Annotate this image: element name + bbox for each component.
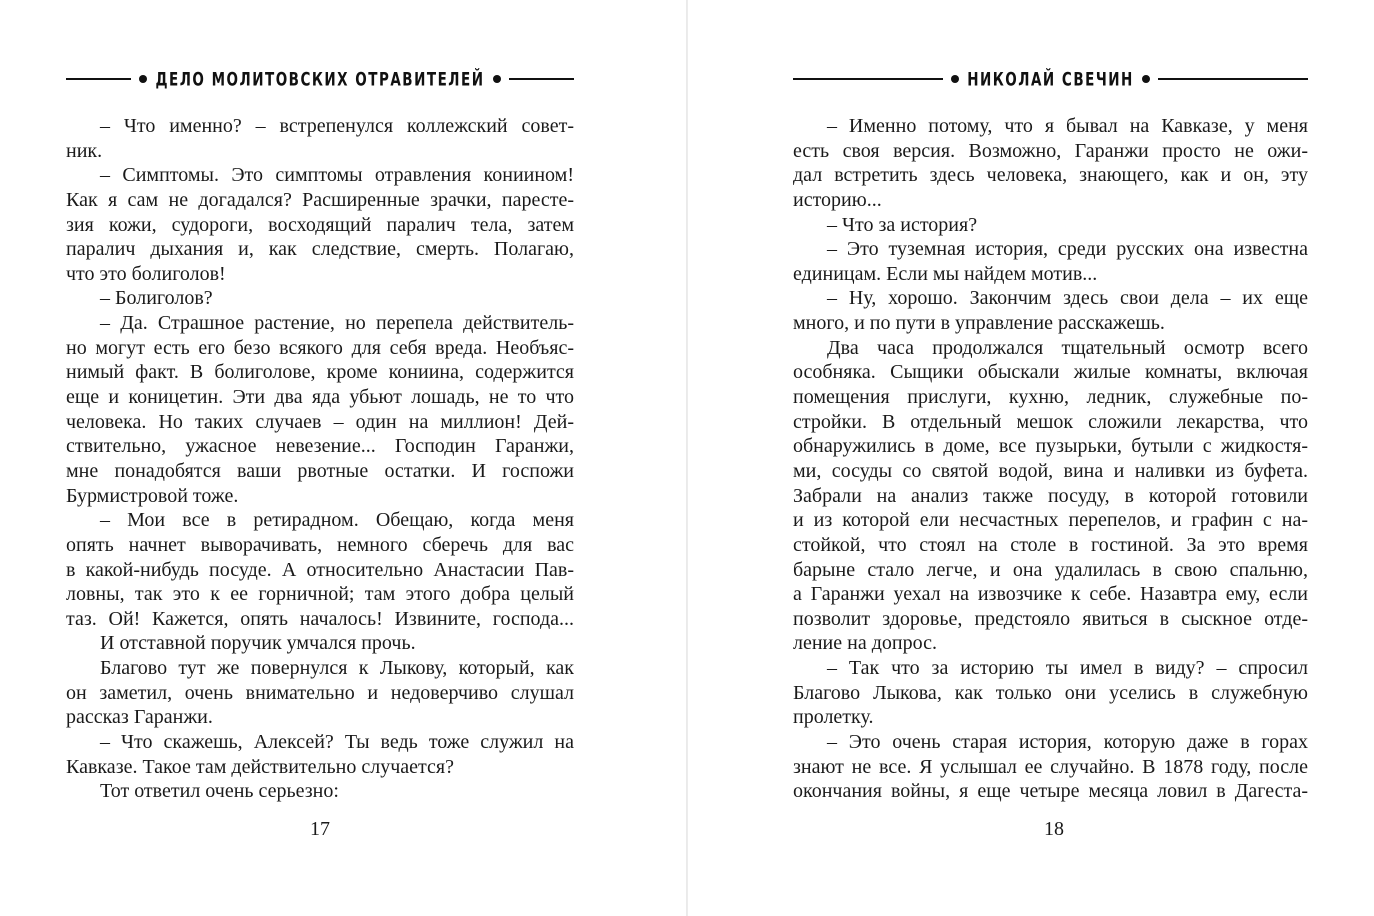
text-line: пролетку. <box>793 706 874 729</box>
text-line: ление на допрос. <box>793 632 937 655</box>
right-head-ornament-dot <box>1142 75 1150 83</box>
text-line: – Симптомы. Это симптомы отравления кониином! <box>100 164 574 187</box>
right-page <box>687 0 1374 916</box>
text-line: и из которой ели несчастных перепелов, и графин с на- <box>793 509 1308 532</box>
left-page-body-text <box>66 114 574 804</box>
right-head-ornament-dot <box>951 75 959 83</box>
left-head-ornament-dot <box>493 75 501 83</box>
text-line: мне понадобятся ваши рвотные остатки. И госпожи <box>66 459 574 482</box>
text-line: Как я сам не догадался? Расширенные зрачки, паресте- <box>66 188 574 211</box>
text-line: особняка. Сыщики обыскали жилые комнаты, включая <box>793 361 1308 384</box>
text-line: окончания войны, я еще четыре месяца ловил в Дагеста- <box>793 780 1308 803</box>
text-line: человека. Но таких случаев – один на миллион! Дей- <box>66 410 574 433</box>
text-line: еще и коницетин. Эти два яда убьют лошадь, не то что <box>66 386 574 409</box>
text-line: Тот ответил очень серьезно: <box>100 780 339 803</box>
text-line: Бурмистровой тоже. <box>66 484 239 507</box>
text-line: – Что скажешь, Алексей? Ты ведь тоже служил на <box>100 731 574 754</box>
text-line: паралич дыхания и, как следствие, смерть. Полагаю, <box>66 238 574 261</box>
text-line: таз. Ой! Кажется, опять началось! Извините, господа... <box>66 607 574 630</box>
left-running-head-title: ДЕЛО МОЛИТОВСКИХ ОТРАВИТЕЛЕЙ <box>155 67 485 91</box>
text-line: – Это туземная история, среди русских она известна <box>827 238 1308 261</box>
text-line: – Именно потому, что я бывал на Кавказе, у меня <box>827 115 1308 137</box>
left-head-rule-left <box>66 78 131 80</box>
left-page-number: 17 <box>310 818 330 840</box>
right-page-body-text <box>793 114 1308 804</box>
text-line: Благово Лыкова, как только они уселись в служебную <box>793 681 1308 704</box>
text-line: – Что именно? – встрепенулся коллежский совет- <box>100 115 574 137</box>
text-line: – Мои все в ретирадном. Обещаю, когда меня <box>100 509 574 532</box>
left-head-rule-right <box>509 78 574 80</box>
text-line: опять начнет выворачивать, немного сберечь для вас <box>66 533 574 556</box>
text-line: – Да. Страшное растение, но перепела действитель- <box>100 312 574 335</box>
text-line: ник. <box>66 139 103 162</box>
text-line: есть своя версия. Возможно, Гаранжи просто не ожи- <box>793 139 1308 162</box>
left-head-ornament-dot <box>139 75 147 83</box>
text-line: а Гаранжи уехал на извозчике к себе. Назавтра ему, если <box>793 583 1308 606</box>
text-line: обнаружились в доме, все пузырьки, бутыли с жидкостя- <box>793 435 1308 458</box>
right-head-rule-right <box>1158 78 1308 80</box>
text-line: он заметил, очень внимательно и недоверчиво слушал <box>66 681 574 704</box>
text-line: – Ну, хорошо. Закончим здесь свои дела – их еще <box>827 287 1308 310</box>
text-line: – Это очень старая история, которую даже в горах <box>827 731 1308 754</box>
right-running-head-title: НИКОЛАЙ СВЕЧИН <box>967 67 1134 91</box>
text-line: позволит здоровье, предстояло явиться в сыскное отде- <box>793 607 1308 630</box>
text-line: стойкой, что стоял на столе в гостиной. За это время <box>793 533 1308 556</box>
text-line: помещения прислуги, кухню, ледник, служебные по- <box>793 386 1308 409</box>
text-line: ловны, так это к ее горничной; там этого добра целый <box>66 583 574 606</box>
text-line: ствительно, ужасное невезение... Господин Гаранжи, <box>66 435 574 458</box>
right-page-number: 18 <box>1044 818 1064 840</box>
text-line: – Что за история? <box>827 213 978 236</box>
text-line: Кавказе. Такое там действительно случается? <box>66 755 454 778</box>
text-line: в какой-нибудь посуде. А относительно Анастасии Пав- <box>66 558 574 581</box>
text-line: много, и по пути в управление расскажешь. <box>793 312 1165 335</box>
text-line: историю... <box>793 188 882 211</box>
text-line: стройки. В отдельный мешок сложили лекарства, что <box>793 410 1308 433</box>
text-line: И отставной поручик умчался прочь. <box>100 632 416 655</box>
text-line: нимый факт. В болиголове, кроме кониина, содержится <box>66 361 574 384</box>
text-line: Забрали на анализ также посуду, в которой готовили <box>793 484 1308 507</box>
right-head-rule-left <box>793 78 943 80</box>
text-line: дал встретить здесь человека, знающего, как и он, эту <box>793 164 1308 187</box>
text-line: Два часа продолжался тщательный осмотр всего <box>827 336 1308 359</box>
text-line: что это болиголов! <box>66 262 226 285</box>
text-line: рассказ Гаранжи. <box>66 706 213 729</box>
text-line: – Болиголов? <box>100 287 213 310</box>
text-line: Благово тут же повернулся к Лыкову, который, как <box>100 657 574 680</box>
text-line: барыне стало легче, и она удалилась в свою спальню, <box>793 558 1308 581</box>
text-line: – Так что за историю ты имел в виду? – спросил <box>827 657 1308 680</box>
right-running-head <box>793 68 1308 90</box>
text-line: единицам. Если мы найдем мотив... <box>793 262 1098 285</box>
left-running-head <box>66 68 574 90</box>
text-line: но могут есть его безо всякого для себя вреда. Необъяс- <box>66 336 574 359</box>
text-line: зия кожи, судороги, восходящий паралич тела, затем <box>66 213 574 236</box>
text-line: знают не все. Я услышал ее случайно. В 1878 году, после <box>793 755 1308 778</box>
text-line: ми, сосуды со святой водой, вина и наливки из буфета. <box>793 459 1308 482</box>
